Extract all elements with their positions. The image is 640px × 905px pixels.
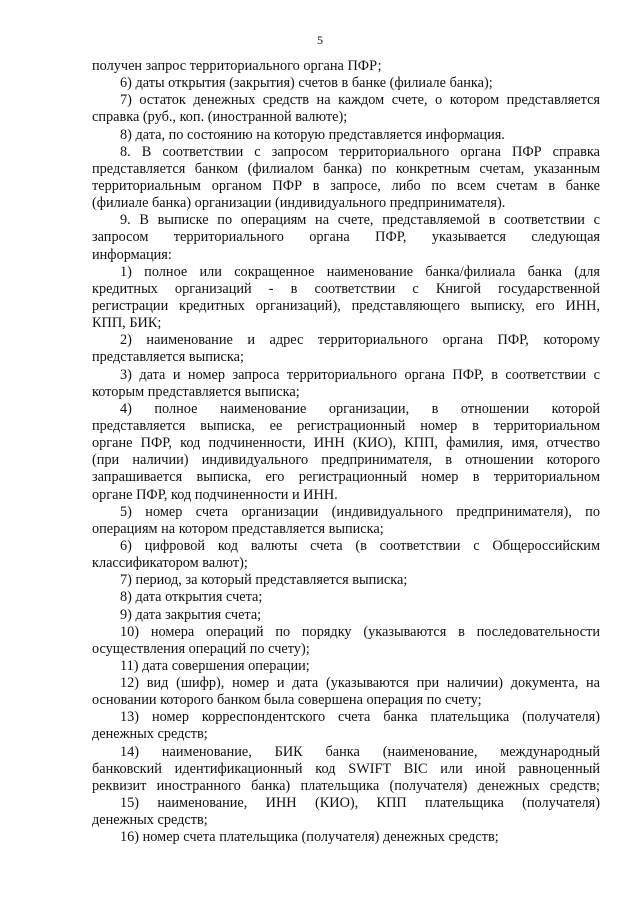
text-line: справка (руб., коп. (иностранной валюте);: [92, 109, 348, 126]
text-line: осуществления операций по счету);: [92, 640, 310, 657]
text-line: 14) наименование, БИК банка (наименование, международный: [120, 743, 600, 760]
text-line: территориальным органом ПФР в запросе, либо по всем счетам в банке: [92, 177, 600, 194]
page-number: 5: [317, 33, 323, 47]
text-line: реквизит иностранного банка) плательщика (получателя) денежных средств;: [92, 777, 600, 794]
text-line: (при наличии) индивидуального предпринимателя, в отношении которого: [92, 452, 600, 469]
text-line: 13) номер корреспондентского счета банка плательщика (получателя): [120, 709, 600, 726]
text-line: запрашивается выписка, его регистрационный номер в территориальном: [92, 469, 600, 486]
text-line: кредитных организаций - в соответствии с Книгой государственной: [92, 280, 600, 297]
text-line: органе ПФР, код подчиненности и ИНН.: [92, 486, 338, 503]
text-line: 6) цифровой код валюты счета (в соответствии с Общероссийским: [120, 537, 600, 554]
text-line: 8) дата открытия счета;: [120, 589, 263, 606]
text-line: 4) полное наименование организации, в отношении которой: [120, 400, 600, 417]
text-line: денежных средств;: [92, 726, 208, 743]
text-line: классификатором валют);: [92, 555, 248, 572]
text-line: запросом территориального органа ПФР, указывается следующая: [92, 229, 600, 246]
text-line: 7) период, за который представляется выписка;: [120, 572, 408, 589]
text-line: информация:: [92, 246, 172, 263]
text-line: 10) номера операций по порядку (указываются в последовательности: [120, 623, 600, 640]
text-line: 9. В выписке по операциям на счете, представляемой в соответствии с: [120, 212, 600, 229]
text-line: операциям на котором представляется выписка;: [92, 520, 384, 537]
text-line: банковский идентификационный код SWIFT BIC или иной равноценный: [92, 760, 600, 777]
text-line: 3) дата и номер запроса территориального органа ПФР, в соответствии с: [120, 366, 600, 383]
text-line: представляется выписка;: [92, 349, 244, 366]
text-line: 15) наименование, ИНН (КИО), КПП плательщика (получателя): [120, 795, 600, 812]
text-line: (филиале банка) организации (индивидуального предпринимателя).: [92, 195, 506, 212]
text-line: основании которого банком была совершена операция по счету;: [92, 692, 482, 709]
text-line: 2) наименование и адрес территориального органа ПФР, которому: [120, 332, 600, 349]
text-line: КПП, БИК;: [92, 315, 162, 332]
text-line: регистрации кредитных организаций), представляющего выписку, его ИНН,: [92, 297, 600, 314]
text-line: денежных средств;: [92, 812, 208, 829]
text-line: 1) полное или сокращенное наименование банка/филиала банка (для: [120, 263, 600, 280]
text-line: 12) вид (шифр), номер и дата (указываются при наличии) документа, на: [120, 675, 600, 692]
text-line: 8. В соответствии с запросом территориального органа ПФР справка: [120, 143, 600, 160]
text-line: 16) номер счета плательщика (получателя) денежных средств;: [120, 829, 499, 846]
text-line: которым представляется выписка;: [92, 383, 300, 400]
text-line: 8) дата, по состоянию на которую представляется информация.: [120, 126, 505, 143]
text-line: органе ПФР, код подчиненности, ИНН (КИО), КПП, фамилия, имя, отчество: [92, 435, 600, 452]
text-line: 5) номер счета организации (индивидуального предпринимателя), по: [120, 503, 600, 520]
text-line: получен запрос территориального органа ПФР;: [92, 58, 382, 74]
text-line: 11) дата совершения операции;: [120, 657, 310, 674]
text-line: представляется банком (филиалом банка) по конкретным счетам, указанным: [92, 160, 600, 177]
text-line: 9) дата закрытия счета;: [120, 606, 262, 623]
text-line: 7) остаток денежных средств на каждом счете, о котором представляется: [120, 92, 600, 109]
text-line: 6) даты открытия (закрытия) счетов в банке (филиале банка);: [120, 75, 493, 92]
body-text: [92, 58, 600, 846]
text-line: представляется выписка, ее регистрационный номер в территориальном: [92, 417, 600, 434]
